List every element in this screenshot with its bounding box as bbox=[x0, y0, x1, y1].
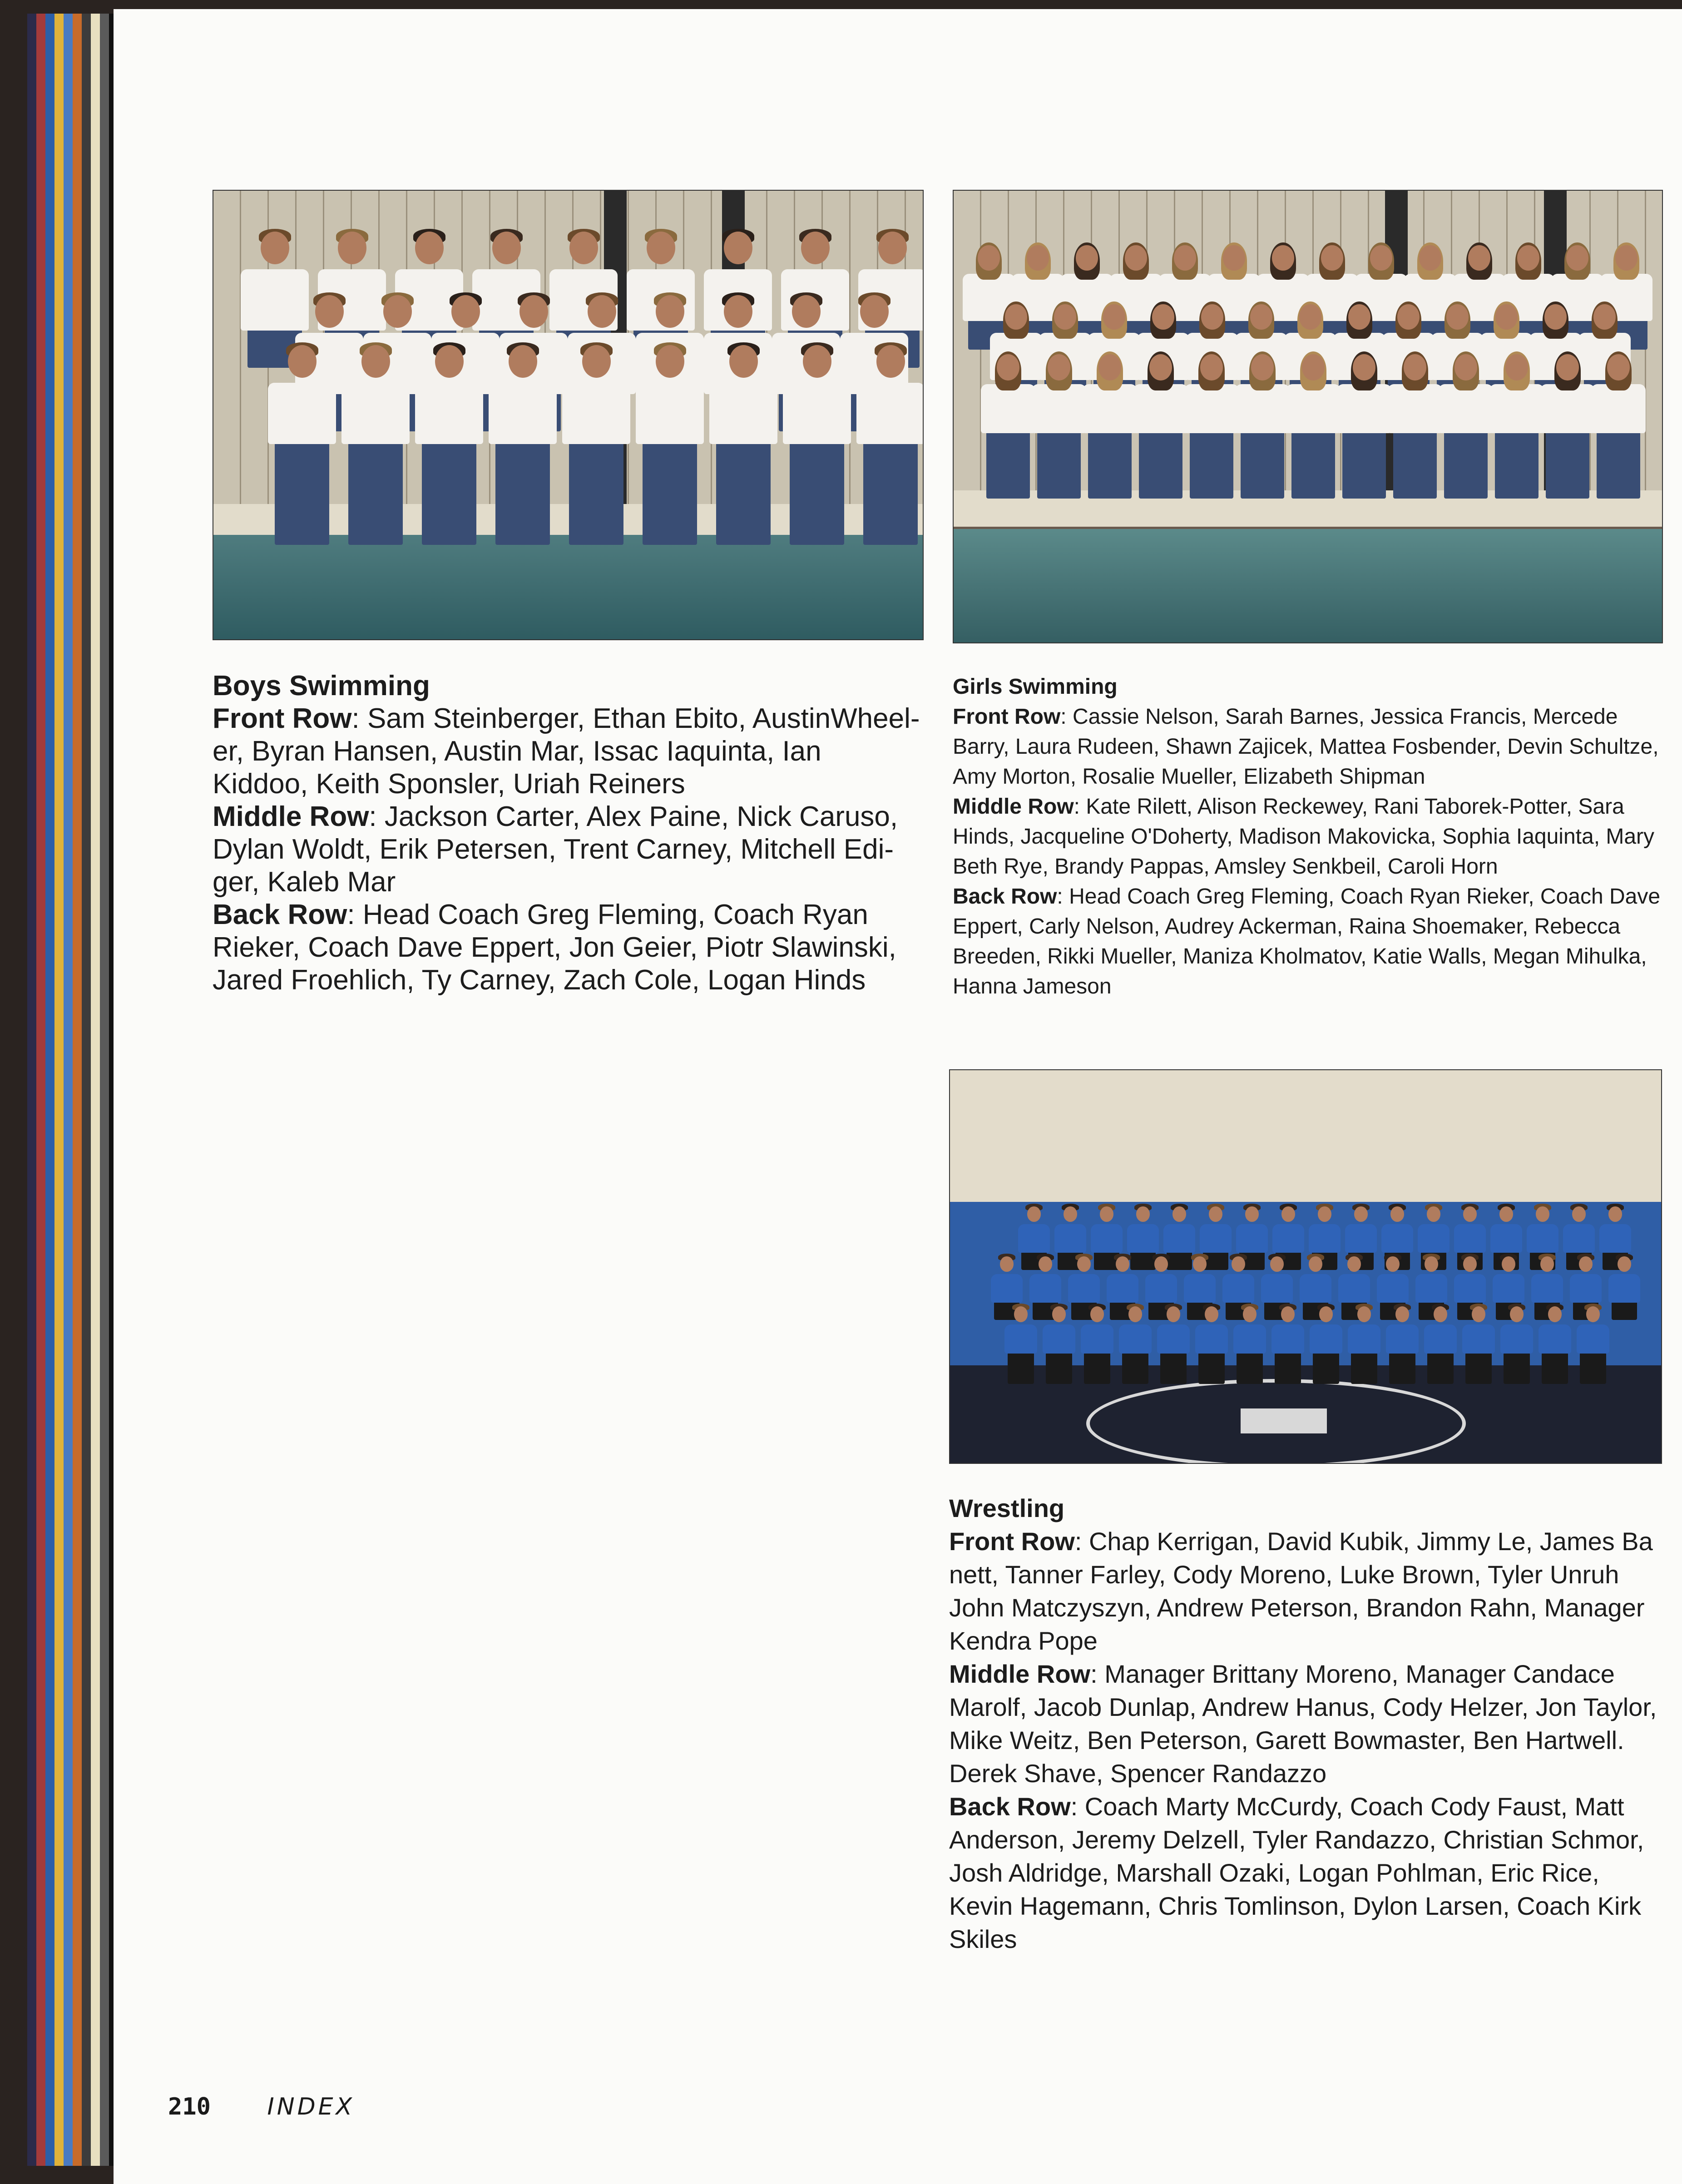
boys-swimming-title: Boys Swimming bbox=[213, 670, 430, 702]
row-label: Front Row bbox=[213, 703, 352, 734]
row-names: : Chap Kerrigan, David Kubik, Jimmy Le, James Ba nett, Tanner Farley, Cody Moreno, Luke Brown, Tyler Unruh John Matczyszyn, Andrew Peterson, Brandon Rahn, Manager Kendra Pope bbox=[949, 1527, 1653, 1655]
section-name: INDEX bbox=[267, 2093, 355, 2120]
page-edge-stripe bbox=[100, 14, 109, 2166]
wrestling-title: Wrestling bbox=[949, 1494, 1065, 1522]
girls-swimming-caption bbox=[953, 672, 1661, 1002]
row-names: : Head Coach Greg Fleming, Coach Ryan Rieker, Coach Dave Eppert, Carly Nelson, Audrey Ackerman, Raina Shoemaker, Rebecca Breeden, Rikki Mueller, Maniza Kholmatov, Katie Walls, Megan Mihulka, Hanna Jameson bbox=[953, 884, 1661, 998]
girls-swimming-row-1 bbox=[953, 792, 1661, 882]
row-names: : Cassie Nelson, Sarah Barnes, Jessica Francis, Mercede Barry, Laura Rudeen, Shawn Zajicek, Mattea Fosbender, Devin Schultze, Amy Morton, Rosalie Mueller, Elizabeth Shipman bbox=[953, 705, 1659, 789]
boys-swimming-row-2 bbox=[213, 899, 921, 997]
girls-swimming-row-0 bbox=[953, 702, 1661, 792]
page-edge-stripe bbox=[45, 14, 54, 2166]
page-edge-stripe bbox=[54, 14, 64, 2166]
row-label: Front Row bbox=[953, 705, 1061, 729]
row-label: Back Row bbox=[949, 1792, 1071, 1821]
girls-swimming-photo bbox=[953, 190, 1663, 643]
wrestling-row-0 bbox=[949, 1525, 1657, 1657]
row-names: : Sam Steinberger, Ethan Ebito, AustinWheel-er, Byran Hansen, Austin Mar, Issac Iaquinta, Ian Kiddoo, Keith Sponsler, Uriah Reiners bbox=[213, 703, 920, 800]
page-footer bbox=[168, 2093, 355, 2120]
row-label: Middle Row bbox=[949, 1660, 1091, 1688]
row-names: : Kate Rilett, Alison Reckewey, Rani Taborek-Potter, Sara Hinds, Jacqueline O'Doherty, Madison Makovicka, Sophia Iaquinta, Mary Beth Rye, Brandy Pappas, Amsley Senkbeil, Caroli Horn bbox=[953, 795, 1655, 879]
page-number: 210 bbox=[168, 2093, 211, 2120]
wrestling-row-2 bbox=[949, 1790, 1657, 1956]
wrestling-row-1 bbox=[949, 1657, 1657, 1790]
page-edge-stripe bbox=[73, 14, 82, 2166]
page-edge-stripe bbox=[82, 14, 91, 2166]
page-edges bbox=[27, 14, 118, 2166]
boys-swimming-row-1 bbox=[213, 800, 921, 899]
wrestling-caption bbox=[949, 1492, 1657, 1956]
boys-swimming-caption bbox=[213, 670, 921, 997]
row-label: Back Row bbox=[213, 899, 347, 930]
row-names: : Jackson Carter, Alex Paine, Nick Caruso, Dylan Woldt, Erik Petersen, Trent Carney, Mitchell Edi-ger, Kaleb Mar bbox=[213, 801, 898, 898]
page-edge-stripe bbox=[36, 14, 45, 2166]
row-label: Front Row bbox=[949, 1527, 1075, 1556]
page-edge-stripe bbox=[27, 14, 36, 2166]
boys-swimming-row-0 bbox=[213, 702, 921, 800]
boys-swimming-photo bbox=[213, 190, 924, 640]
page-edge-stripe bbox=[64, 14, 73, 2166]
girls-swimming-title: Girls Swimming bbox=[953, 675, 1118, 699]
wrestling-photo bbox=[949, 1069, 1662, 1464]
page-edge-stripe bbox=[91, 14, 100, 2166]
girls-swimming-row-2 bbox=[953, 882, 1661, 1002]
row-names: : Coach Marty McCurdy, Coach Cody Faust, Matt Anderson, Jeremy Delzell, Tyler Randazzo, Christian Schmor, Josh Aldridge, Marshall Ozaki, Logan Pohlman, Eric Rice, Kevin Hagemann, Chris Tomlinson, Dylon Larsen, Coach Kirk Skiles bbox=[949, 1792, 1644, 1953]
row-names: : Manager Brittany Moreno, Manager Candace Marolf, Jacob Dunlap, Andrew Hanus, Cody Helzer, Jon Taylor, Mike Weitz, Ben Peterson, Garett Bowmaster, Ben Hartwell. Derek Shave, Spencer Randazzo bbox=[949, 1660, 1657, 1788]
row-names: : Head Coach Greg Fleming, Coach Ryan Rieker, Coach Dave Eppert, Jon Geier, Piotr Slawinski, Jared Froehlich, Ty Carney, Zach Cole, Logan Hinds bbox=[213, 899, 896, 996]
row-label: Middle Row bbox=[213, 801, 369, 832]
row-label: Back Row bbox=[953, 884, 1057, 909]
row-label: Middle Row bbox=[953, 795, 1074, 819]
